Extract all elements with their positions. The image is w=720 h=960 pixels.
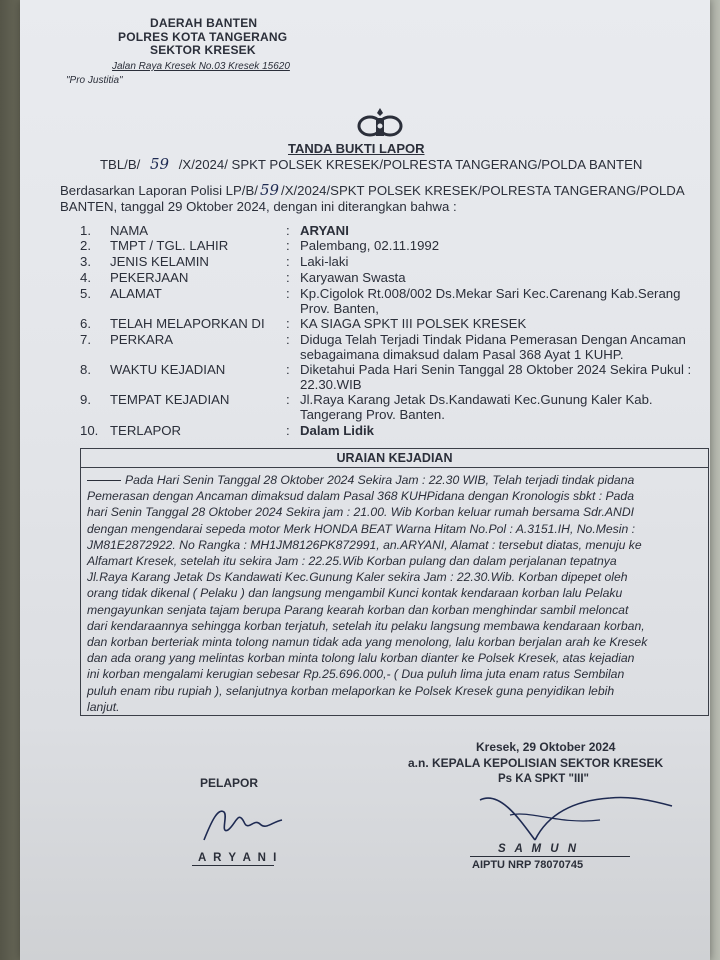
uraian-line: ini korban mengalami kerugian sebesar Rp.25.696.000,- ( Dua puluh lima juta enam ratus Sembilan	[87, 667, 625, 682]
uraian-indent-dash	[87, 480, 121, 481]
field-number: 4.	[80, 270, 91, 285]
pelapor-name: A R Y A N I	[198, 852, 279, 864]
field-colon: :	[286, 238, 290, 253]
officer-name: S A M U N	[498, 843, 580, 855]
field-value: Diduga Telah Terjadi Tindak Pidana Pemerasan Dengan Ancaman	[300, 332, 686, 347]
field-value: Karyawan Swasta	[300, 270, 406, 285]
pelapor-signature-line	[192, 865, 274, 866]
field-colon: :	[286, 316, 290, 331]
uraian-line: dengan mengendarai sepeda motor Merk HONDA BEAT Warna Hitam No.Pol : A.3151.IH, No.Mesin :	[87, 521, 636, 536]
intro-line-1-b: /X/2024/SPKT POLSEK KRESEK/POLRESTA TANGERANG/POLDA	[281, 183, 685, 198]
field-colon: :	[286, 270, 290, 285]
uraian-line: lanjut.	[87, 699, 120, 714]
field-colon: :	[286, 223, 290, 238]
field-number: 8.	[80, 362, 91, 377]
header-sektor: SEKTOR KRESEK	[150, 43, 256, 57]
officer-signature-icon	[440, 780, 680, 850]
signature-position: Ps KA SPKT "III"	[498, 773, 589, 785]
officer-signature-line	[470, 856, 630, 857]
report-number-handwritten: 59	[149, 155, 170, 173]
field-label: JENIS KELAMIN	[110, 254, 209, 269]
uraian-kejadian-box	[80, 448, 709, 716]
pro-justitia-label: "Pro Justitia"	[66, 75, 123, 86]
field-label: NAMA	[110, 223, 149, 238]
uraian-line: orang tidak dikenal ( Pelaku ) dan langsung mengambil Kunci kontak kendaraan korban lalu Pelaku	[87, 586, 623, 601]
intro-line-1-a: Berdasarkan Laporan Polisi LP/B/	[60, 183, 258, 198]
uraian-line: Pemerasan dengan Ancaman dimaksud dalam Pasal 368 KUHPidana dengan Kronologis sbkt : Pada	[87, 489, 634, 504]
field-number: 9.	[80, 392, 91, 407]
field-colon: :	[286, 423, 290, 438]
field-colon: :	[286, 286, 290, 301]
uraian-line: dari kendaraannya sehingga korban terjatuh, setelah itu pelaku langsung membawa kendaraan korban,	[87, 618, 645, 633]
uraian-line: dan ada orang yang melintas korban minta tolong lalu korban dianter ke Polsek Kresek, atas kejadian	[87, 651, 635, 666]
field-value-continued: Tangerang Prov. Banten.	[300, 407, 445, 422]
pelapor-label: PELAPOR	[200, 776, 259, 790]
field-value: ARYANI	[300, 223, 349, 238]
field-number: 10.	[80, 423, 99, 438]
report-number-rest: /X/2024/ SPKT POLSEK KRESEK/POLRESTA TANGERANG/POLDA BANTEN	[178, 157, 643, 172]
field-value: Laki-laki	[300, 254, 349, 269]
field-label: PEKERJAAN	[110, 270, 189, 285]
field-value: Palembang, 02.11.1992	[300, 238, 440, 253]
field-number: 3.	[80, 254, 91, 269]
field-value: KA SIAGA SPKT III POLSEK KRESEK	[300, 316, 527, 331]
field-value: Dalam Lidik	[300, 423, 375, 438]
uraian-line: Jl.Raya Karang Jetak Ds Kandawati Kec.Gunung Kaler sekira Jam : 22.30.Wib. Korban dipepet oleh	[87, 570, 628, 585]
signature-place-date: Kresek, 29 Oktober 2024	[476, 740, 616, 754]
field-colon: :	[286, 254, 290, 269]
intro-line-1	[60, 183, 685, 198]
field-number: 2.	[80, 238, 91, 253]
field-number: 7.	[80, 332, 91, 347]
report-number-line	[100, 157, 642, 172]
police-emblem-icon	[356, 106, 404, 140]
field-value: Jl.Raya Karang Jetak Ds.Kandawati Kec.Gunung Kaler Kab.	[300, 392, 653, 407]
uraian-line: JM81E2872922. No Rangka : MH1JM8126PK872991, an.ARYANI, Alamat : tersebut diatas, menuju ke	[87, 537, 642, 552]
document-page	[20, 0, 710, 960]
intro-line-2: BANTEN, tanggal 29 Oktober 2024, dengan ini diterangkan bahwa :	[60, 199, 457, 214]
field-value-continued: sebagaimana dimaksud dalam Pasal 368 Ayat 1 KUHP.	[300, 347, 624, 362]
field-number: 1.	[80, 223, 91, 238]
officer-rank-nrp: AIPTU NRP 78070745	[472, 859, 584, 871]
field-colon: :	[286, 332, 290, 347]
document-title: TANDA BUKTI LAPOR	[288, 141, 425, 156]
field-colon: :	[286, 362, 290, 377]
field-number: 5.	[80, 286, 91, 301]
header-region: DAERAH BANTEN	[150, 16, 258, 30]
field-label: ALAMAT	[110, 286, 162, 301]
uraian-line: hari Senin Tanggal 28 Oktober 2024 Sekira jam : 21.00. Wib Korban keluar rumah bersama Sdr.ANDI	[87, 505, 635, 520]
pelapor-signature-icon	[198, 800, 288, 848]
report-number-prefix: TBL/B/	[100, 157, 141, 172]
field-label: TELAH MELAPORKAN DI	[110, 316, 265, 331]
field-label: TEMPAT KEJADIAN	[110, 392, 230, 407]
field-value: Kp.Cigolok Rt.008/002 Ds.Mekar Sari Kec.Carenang Kab.Serang	[300, 286, 681, 301]
header-address: Jalan Raya Kresek No.03 Kresek 15620	[112, 61, 290, 72]
uraian-line: dan korban berteriak minta tolong namun tidak ada yang menolong, lalu korban berjalan arah ke Kresek	[87, 635, 648, 649]
uraian-line: mengayunkan senjata tajam berupa Parang kearah korban dan korban menghindar sambil meloncat	[87, 602, 629, 617]
field-value-continued: Prov. Banten,	[300, 301, 379, 316]
field-number: 6.	[80, 316, 91, 331]
field-label: PERKARA	[110, 332, 174, 347]
uraian-kejadian-title: URAIAN KEJADIAN	[81, 449, 708, 468]
signature-authority: a.n. KEPALA KEPOLISIAN SEKTOR KRESEK	[408, 756, 664, 770]
field-label: WAKTU KEJADIAN	[110, 362, 226, 377]
field-label: TMPT / TGL. LAHIR	[110, 238, 229, 253]
field-value: Diketahui Pada Hari Senin Tanggal 28 Oktober 2024 Sekira Pukul :	[300, 362, 692, 377]
header-polres: POLRES KOTA TANGERANG	[118, 30, 288, 44]
field-label: TERLAPOR	[110, 423, 182, 438]
field-value-continued: 22.30.WIB	[300, 377, 362, 392]
intro-handwritten-number: 59	[259, 181, 280, 199]
uraian-line: Pada Hari Senin Tanggal 28 Oktober 2024 Sekira Jam : 22.30 WIB, Telah terjadi tindak pidana	[125, 473, 635, 487]
uraian-line: Alfamart Kresek, setelah itu sekira Jam : 22.25.Wib Korban pulang dan dalam perjalanan tepatnya	[87, 554, 617, 568]
field-colon: :	[286, 392, 290, 407]
uraian-line: puluh enam ribu rupiah ), selanjutnya korban melaporkan ke Polsek Kresek guna penyidikan lebih	[87, 683, 615, 698]
